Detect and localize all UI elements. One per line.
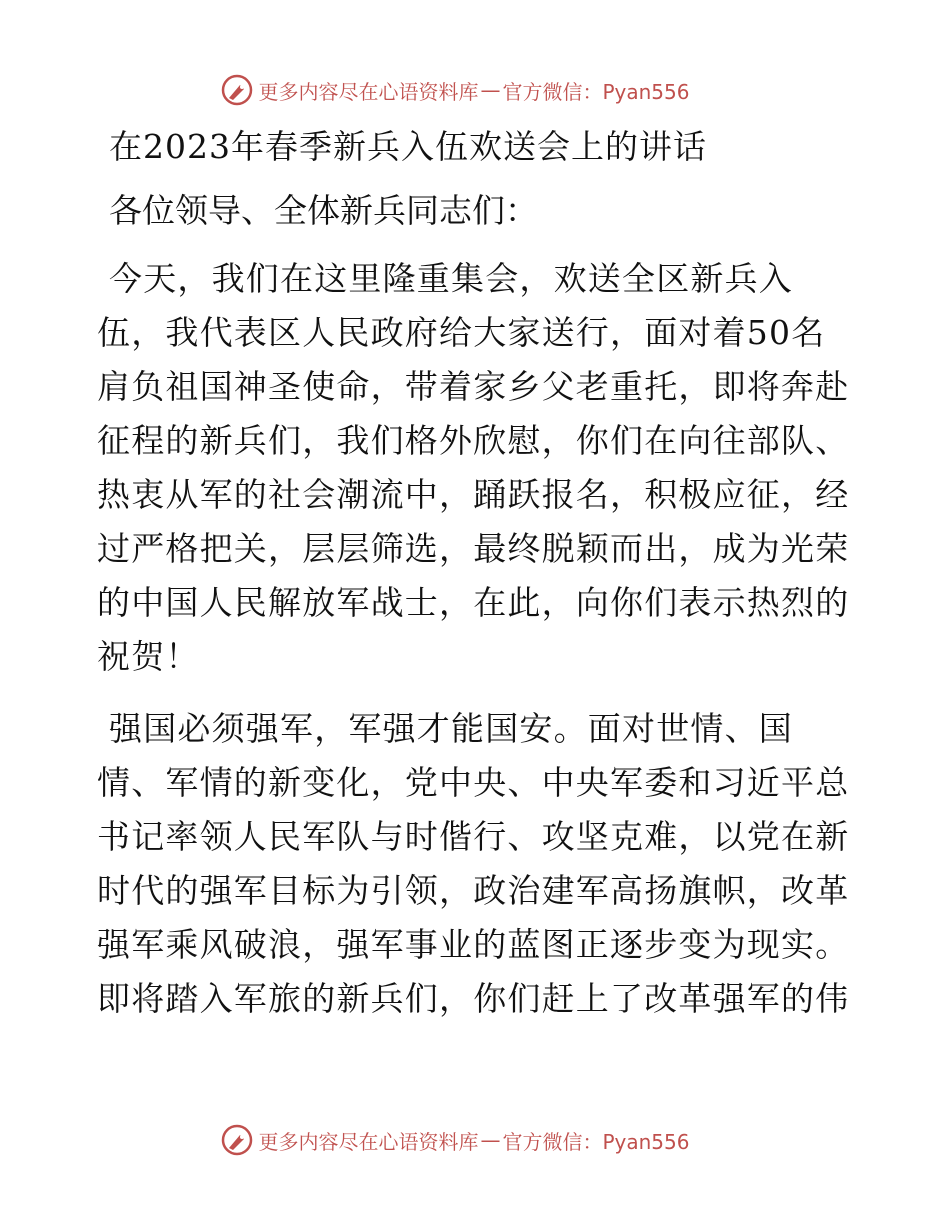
paragraph-line: 今天，我们在这里隆重集会，欢送全区新兵入 bbox=[109, 259, 793, 298]
paragraph bbox=[97, 252, 857, 684]
paragraph bbox=[97, 702, 857, 1026]
paragraph-line: 即将踏入军旅的新兵们，你们赶上了改革强军的伟 bbox=[97, 979, 850, 1018]
watermark-footer bbox=[0, 1120, 950, 1160]
watermark-text: 更多内容尽在心语资料库 bbox=[258, 1129, 479, 1154]
paragraph-line: 征程的新兵们，我们格外欣慰，你们在向往部队、 bbox=[97, 421, 850, 460]
watermark-contact: 官方微信：Pyan556 bbox=[502, 1129, 690, 1154]
watermark-separator: — bbox=[480, 78, 501, 102]
document-body bbox=[97, 124, 857, 1044]
paragraph-line: 热衷从军的社会潮流中，踊跃报名，积极应征，经 bbox=[97, 475, 850, 514]
paragraph-line: 强军乘风破浪，强军事业的蓝图正逐步变为现实。 bbox=[97, 925, 850, 964]
paragraph-line: 时代的强军目标为引领，政治建军高扬旗帜，改革 bbox=[97, 871, 850, 910]
salutation: 各位领导、全体新兵同志们： bbox=[109, 191, 538, 230]
paragraph-line: 过严格把关，层层筛选，最终脱颖而出，成为光荣 bbox=[97, 529, 850, 568]
paragraph-line: 情、军情的新变化，党中央、中央军委和习近平总 bbox=[97, 763, 850, 802]
watermark-separator: — bbox=[480, 1128, 501, 1152]
pen-nib-logo-icon bbox=[220, 1123, 254, 1157]
paragraph-line: 祝贺！ bbox=[97, 637, 200, 676]
paragraph-line: 强国必须强军，军强才能国安。面对世情、国 bbox=[109, 709, 793, 748]
paragraph-line: 肩负祖国神圣使命，带着家乡父老重托，即将奔赴 bbox=[97, 367, 850, 406]
paragraph-line: 的中国人民解放军战士，在此，向你们表示热烈的 bbox=[97, 583, 850, 622]
watermark-text: 更多内容尽在心语资料库 bbox=[258, 79, 479, 104]
pen-nib-logo-icon bbox=[220, 73, 254, 107]
watermark-header bbox=[0, 70, 950, 110]
paragraph-line: 伍，我代表区人民政府给大家送行，面对着50名 bbox=[97, 313, 826, 352]
paragraph-line: 书记率领人民军队与时偕行、攻坚克难，以党在新 bbox=[97, 817, 850, 856]
document-title: 在2023年春季新兵入伍欢送会上的讲话 bbox=[109, 127, 707, 166]
watermark-contact: 官方微信：Pyan556 bbox=[502, 79, 690, 104]
